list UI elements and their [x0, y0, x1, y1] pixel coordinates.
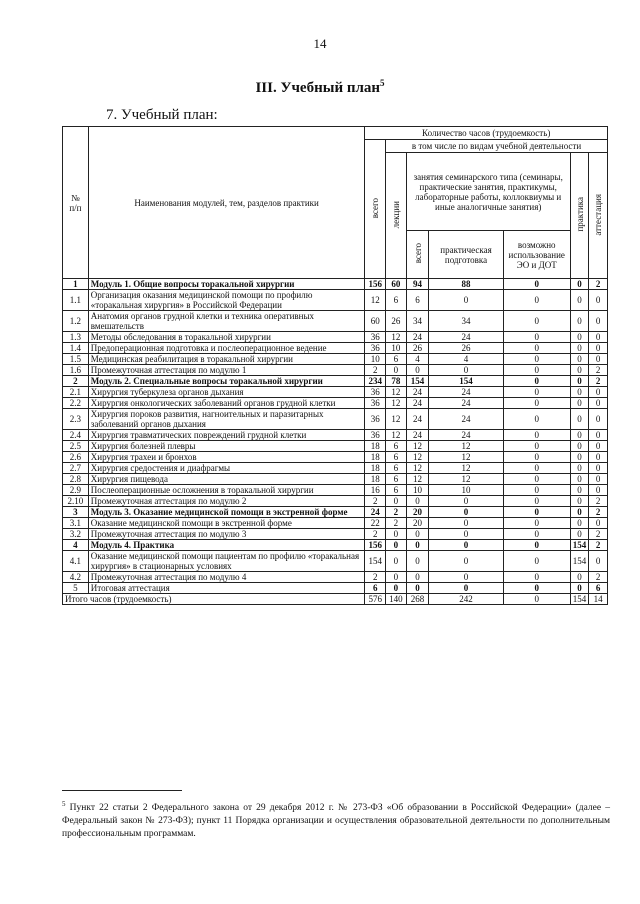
cell-at: 2 — [589, 507, 608, 518]
table-row — [63, 441, 608, 452]
row-number: 2.2 — [63, 398, 89, 409]
cell-pp: 24 — [429, 430, 503, 441]
row-number: 2.8 — [63, 474, 89, 485]
row-number: 2.9 — [63, 485, 89, 496]
row-name: Хирургия пороков развития, нагноительных и паразитарных заболеваний органов дыхания — [88, 409, 365, 430]
cell-eo: 0 — [503, 518, 570, 529]
cell-pr: 0 — [570, 311, 589, 332]
cell-pr: 0 — [570, 290, 589, 311]
cell-lec: 10 — [386, 343, 407, 354]
cell-total: 36 — [365, 332, 386, 343]
cell-sem: 24 — [406, 332, 429, 343]
cell-sem: 6 — [406, 290, 429, 311]
total-cell-pp: 242 — [429, 594, 503, 605]
footnote-mark: 5 — [62, 800, 66, 808]
cell-pp: 24 — [429, 332, 503, 343]
cell-pp: 12 — [429, 474, 503, 485]
cell-lec: 2 — [386, 507, 407, 518]
cell-sem: 154 — [406, 376, 429, 387]
cell-sem: 0 — [406, 540, 429, 551]
row-number: 1.6 — [63, 365, 89, 376]
cell-sem: 12 — [406, 452, 429, 463]
cell-lec: 0 — [386, 365, 407, 376]
row-name: Итоговая аттестация — [88, 583, 365, 594]
table-row — [63, 452, 608, 463]
cell-sem: 24 — [406, 409, 429, 430]
cell-pr: 0 — [570, 430, 589, 441]
cell-total: 36 — [365, 387, 386, 398]
section-title — [0, 78, 640, 97]
row-name: Послеоперационные осложнения в торакальной хирургии — [88, 485, 365, 496]
table-row — [63, 409, 608, 430]
cell-sem: 20 — [406, 507, 429, 518]
header-num: № п/п — [63, 127, 89, 279]
row-name: Промежуточная аттестация по модулю 4 — [88, 572, 365, 583]
table-row — [63, 463, 608, 474]
cell-pr: 0 — [570, 441, 589, 452]
header-lectures-text: лекции — [390, 200, 401, 229]
cell-pr: 0 — [570, 507, 589, 518]
cell-eo: 0 — [503, 463, 570, 474]
header-practice — [570, 153, 589, 279]
cell-total: 36 — [365, 409, 386, 430]
table-body — [63, 279, 608, 605]
table-row — [63, 279, 608, 290]
cell-eo: 0 — [503, 332, 570, 343]
table-row — [63, 354, 608, 365]
cell-total: 24 — [365, 507, 386, 518]
row-number: 3 — [63, 507, 89, 518]
cell-eo: 0 — [503, 507, 570, 518]
cell-total: 2 — [365, 496, 386, 507]
header-sem-total-text: всего — [412, 243, 423, 264]
cell-pp: 0 — [429, 290, 503, 311]
cell-at: 2 — [589, 572, 608, 583]
cell-pr: 0 — [570, 518, 589, 529]
cell-lec: 12 — [386, 398, 407, 409]
row-number: 3.1 — [63, 518, 89, 529]
row-name: Оказание медицинской помощи в экстренной форме — [88, 518, 365, 529]
row-number: 2 — [63, 376, 89, 387]
cell-pp: 154 — [429, 376, 503, 387]
row-number: 1.3 — [63, 332, 89, 343]
cell-sem: 94 — [406, 279, 429, 290]
table-row — [63, 376, 608, 387]
cell-at: 0 — [589, 398, 608, 409]
header-total — [365, 140, 386, 279]
table-row — [63, 540, 608, 551]
cell-eo: 0 — [503, 387, 570, 398]
cell-sem: 0 — [406, 529, 429, 540]
cell-total: 36 — [365, 343, 386, 354]
cell-at: 0 — [589, 311, 608, 332]
header-practice-text: практика — [574, 197, 585, 232]
table-row — [63, 343, 608, 354]
cell-pp: 0 — [429, 572, 503, 583]
cell-sem: 24 — [406, 387, 429, 398]
cell-at: 0 — [589, 290, 608, 311]
cell-eo: 0 — [503, 474, 570, 485]
cell-lec: 0 — [386, 551, 407, 572]
cell-at: 0 — [589, 387, 608, 398]
header-sem-total — [406, 231, 429, 279]
header-hours: Количество часов (трудоемкость) — [365, 127, 608, 140]
row-number: 1 — [63, 279, 89, 290]
row-name: Промежуточная аттестация по модулю 2 — [88, 496, 365, 507]
row-name: Методы обследования в торакальной хирургии — [88, 332, 365, 343]
cell-at: 0 — [589, 485, 608, 496]
cell-pr: 0 — [570, 572, 589, 583]
table-row — [63, 387, 608, 398]
cell-lec: 6 — [386, 485, 407, 496]
cell-lec: 2 — [386, 518, 407, 529]
cell-lec: 6 — [386, 463, 407, 474]
cell-sem: 12 — [406, 441, 429, 452]
row-number: 1.1 — [63, 290, 89, 311]
footnote-ref: 5 — [380, 78, 385, 88]
row-name: Хирургия туберкулеза органов дыхания — [88, 387, 365, 398]
cell-lec: 6 — [386, 452, 407, 463]
cell-pr: 0 — [570, 279, 589, 290]
totals-row — [63, 594, 608, 605]
cell-eo: 0 — [503, 354, 570, 365]
row-number: 2.10 — [63, 496, 89, 507]
cell-lec: 0 — [386, 496, 407, 507]
cell-pp: 24 — [429, 409, 503, 430]
cell-eo: 0 — [503, 540, 570, 551]
row-name: Хирургия болезней плевры — [88, 441, 365, 452]
cell-pp: 0 — [429, 540, 503, 551]
page-number: 14 — [313, 36, 327, 51]
cell-sem: 0 — [406, 551, 429, 572]
header-total-text: всего — [370, 197, 381, 219]
cell-pp: 24 — [429, 398, 503, 409]
cell-lec: 78 — [386, 376, 407, 387]
cell-eo: 0 — [503, 572, 570, 583]
table-row — [63, 507, 608, 518]
row-number: 4.2 — [63, 572, 89, 583]
cell-at: 2 — [589, 376, 608, 387]
cell-eo: 0 — [503, 485, 570, 496]
subtitle: 7. Учебный план: — [106, 107, 218, 123]
cell-at: 0 — [589, 463, 608, 474]
cell-at: 2 — [589, 279, 608, 290]
cell-sem: 4 — [406, 354, 429, 365]
cell-lec: 12 — [386, 409, 407, 430]
cell-sem: 12 — [406, 474, 429, 485]
cell-at: 6 — [589, 583, 608, 594]
footnote-divider — [62, 790, 182, 791]
cell-total: 18 — [365, 452, 386, 463]
row-name: Промежуточная аттестация по модулю 3 — [88, 529, 365, 540]
row-number: 2.6 — [63, 452, 89, 463]
cell-pp: 34 — [429, 311, 503, 332]
cell-total: 234 — [365, 376, 386, 387]
cell-total: 2 — [365, 365, 386, 376]
cell-pr: 0 — [570, 409, 589, 430]
cell-pr: 0 — [570, 354, 589, 365]
header-attest — [589, 153, 608, 279]
cell-eo: 0 — [503, 311, 570, 332]
table-row — [63, 474, 608, 485]
cell-lec: 0 — [386, 572, 407, 583]
cell-lec: 26 — [386, 311, 407, 332]
cell-total: 36 — [365, 398, 386, 409]
cell-sem: 0 — [406, 583, 429, 594]
cell-eo: 0 — [503, 496, 570, 507]
cell-lec: 12 — [386, 387, 407, 398]
cell-pp: 0 — [429, 529, 503, 540]
row-name: Хирургия онкологических заболеваний органов грудной клетки — [88, 398, 365, 409]
cell-at: 2 — [589, 540, 608, 551]
cell-total: 2 — [365, 572, 386, 583]
cell-sem: 0 — [406, 496, 429, 507]
cell-pp: 0 — [429, 496, 503, 507]
cell-total: 2 — [365, 529, 386, 540]
cell-total: 18 — [365, 463, 386, 474]
cell-pr: 0 — [570, 485, 589, 496]
cell-total: 156 — [365, 279, 386, 290]
table-row — [63, 551, 608, 572]
row-name: Промежуточная аттестация по модулю 1 — [88, 365, 365, 376]
cell-sem: 10 — [406, 485, 429, 496]
cell-at: 0 — [589, 354, 608, 365]
cell-pr: 0 — [570, 365, 589, 376]
header-seminar: занятия семинарского типа (семинары, практические занятия, практикумы, лабораторные работы, коллоквиумы и иные аналогичные занятия) — [406, 153, 570, 231]
cell-eo: 0 — [503, 583, 570, 594]
row-name: Анатомия органов грудной клетки и техника оперативных вмешательств — [88, 311, 365, 332]
cell-pp: 0 — [429, 518, 503, 529]
cell-total: 18 — [365, 441, 386, 452]
row-number: 5 — [63, 583, 89, 594]
row-number: 1.4 — [63, 343, 89, 354]
cell-lec: 6 — [386, 290, 407, 311]
cell-lec: 6 — [386, 441, 407, 452]
cell-eo: 0 — [503, 409, 570, 430]
cell-eo: 0 — [503, 430, 570, 441]
cell-pr: 0 — [570, 463, 589, 474]
cell-at: 0 — [589, 441, 608, 452]
row-number: 3.2 — [63, 529, 89, 540]
total-cell-at: 14 — [589, 594, 608, 605]
row-name: Хирургия трахеи и бронхов — [88, 452, 365, 463]
header-practical: практическая подготовка — [429, 231, 503, 279]
cell-total: 6 — [365, 583, 386, 594]
cell-sem: 0 — [406, 572, 429, 583]
cell-pp: 12 — [429, 452, 503, 463]
cell-eo: 0 — [503, 529, 570, 540]
cell-pr: 0 — [570, 474, 589, 485]
cell-lec: 0 — [386, 529, 407, 540]
cell-total: 60 — [365, 311, 386, 332]
row-name: Предоперационная подготовка и послеоперационное ведение — [88, 343, 365, 354]
header-attest-text: аттестация — [593, 193, 604, 236]
row-number: 2.4 — [63, 430, 89, 441]
cell-lec: 6 — [386, 474, 407, 485]
cell-at: 0 — [589, 474, 608, 485]
header-lectures — [386, 153, 407, 279]
total-cell-total: 576 — [365, 594, 386, 605]
table-row — [63, 430, 608, 441]
cell-at: 0 — [589, 452, 608, 463]
row-number: 2.1 — [63, 387, 89, 398]
row-number: 4.1 — [63, 551, 89, 572]
cell-pr: 0 — [570, 529, 589, 540]
cell-eo: 0 — [503, 441, 570, 452]
cell-at: 0 — [589, 343, 608, 354]
cell-total: 16 — [365, 485, 386, 496]
row-name: Модуль 3. Оказание медицинской помощи в экстренной форме — [88, 507, 365, 518]
table-row — [63, 290, 608, 311]
totals-label: Итого часов (трудоемкость) — [63, 594, 365, 605]
cell-at: 0 — [589, 518, 608, 529]
cell-pp: 26 — [429, 343, 503, 354]
row-number: 2.5 — [63, 441, 89, 452]
cell-sem: 0 — [406, 365, 429, 376]
table-row — [63, 398, 608, 409]
cell-total: 22 — [365, 518, 386, 529]
cell-eo: 0 — [503, 365, 570, 376]
row-name: Хирургия пищевода — [88, 474, 365, 485]
cell-pr: 0 — [570, 452, 589, 463]
cell-eo: 0 — [503, 279, 570, 290]
cell-eo: 0 — [503, 290, 570, 311]
cell-sem: 12 — [406, 463, 429, 474]
cell-pr: 0 — [570, 376, 589, 387]
cell-lec: 12 — [386, 430, 407, 441]
cell-at: 0 — [589, 409, 608, 430]
cell-pr: 154 — [570, 540, 589, 551]
cell-pp: 12 — [429, 441, 503, 452]
cell-total: 18 — [365, 474, 386, 485]
section-title-text: III. Учебный план — [255, 80, 381, 96]
cell-pp: 0 — [429, 507, 503, 518]
cell-sem: 24 — [406, 430, 429, 441]
row-name: Модуль 4. Практика — [88, 540, 365, 551]
cell-total: 154 — [365, 551, 386, 572]
cell-eo: 0 — [503, 452, 570, 463]
cell-eo: 0 — [503, 551, 570, 572]
cell-pr: 0 — [570, 332, 589, 343]
cell-lec: 6 — [386, 354, 407, 365]
cell-pp: 12 — [429, 463, 503, 474]
cell-pr: 0 — [570, 343, 589, 354]
cell-eo: 0 — [503, 376, 570, 387]
row-name: Модуль 1. Общие вопросы торакальной хирургии — [88, 279, 365, 290]
cell-sem: 20 — [406, 518, 429, 529]
cell-sem: 34 — [406, 311, 429, 332]
row-name: Медицинская реабилитация в торакальной хирургии — [88, 354, 365, 365]
footnote — [62, 798, 610, 841]
cell-at: 0 — [589, 430, 608, 441]
table-row — [63, 365, 608, 376]
cell-total: 156 — [365, 540, 386, 551]
cell-pp: 0 — [429, 583, 503, 594]
cell-total: 12 — [365, 290, 386, 311]
table-row — [63, 485, 608, 496]
cell-lec: 60 — [386, 279, 407, 290]
total-cell-pr: 154 — [570, 594, 589, 605]
header-in-total: в том числе по видам учебной деятельности — [386, 140, 608, 153]
row-number: 2.3 — [63, 409, 89, 430]
cell-pp: 24 — [429, 387, 503, 398]
cell-lec: 0 — [386, 583, 407, 594]
cell-lec: 0 — [386, 540, 407, 551]
row-number: 4 — [63, 540, 89, 551]
row-number: 1.5 — [63, 354, 89, 365]
table-row — [63, 583, 608, 594]
cell-at: 2 — [589, 496, 608, 507]
table-row — [63, 572, 608, 583]
row-name: Хирургия травматических повреждений грудной клетки — [88, 430, 365, 441]
cell-eo: 0 — [503, 398, 570, 409]
row-name: Модуль 2. Специальные вопросы торакальной хирургии — [88, 376, 365, 387]
cell-eo: 0 — [503, 343, 570, 354]
row-name: Организация оказания медицинской помощи по профилю «торакальная хирургия» в Российской Федерации — [88, 290, 365, 311]
cell-pr: 0 — [570, 496, 589, 507]
footnote-text: Пункт 22 статьи 2 Федерального закона от 29 декабря 2012 г. № 273-ФЗ «Об образовании в Российской Федерации» (далее – Федеральный закон № 273-ФЗ); пункт 11 Порядка организации и осуществления образовательной деятельности по дополнительным профессиональным программам. — [62, 803, 610, 840]
total-cell-lec: 140 — [386, 594, 407, 605]
table-row — [63, 332, 608, 343]
curriculum-table — [62, 126, 608, 605]
cell-pp: 4 — [429, 354, 503, 365]
cell-pr: 0 — [570, 387, 589, 398]
cell-at: 2 — [589, 529, 608, 540]
table-row — [63, 311, 608, 332]
cell-pp: 88 — [429, 279, 503, 290]
cell-total: 10 — [365, 354, 386, 365]
row-number: 1.2 — [63, 311, 89, 332]
cell-pp: 0 — [429, 365, 503, 376]
table-row — [63, 496, 608, 507]
cell-pr: 0 — [570, 583, 589, 594]
cell-lec: 12 — [386, 332, 407, 343]
cell-sem: 26 — [406, 343, 429, 354]
table-row — [63, 518, 608, 529]
row-name: Хирургия средостения и диафрагмы — [88, 463, 365, 474]
row-name: Оказание медицинской помощи пациентам по профилю «торакальная хирургия» в стационарных условиях — [88, 551, 365, 572]
cell-at: 0 — [589, 551, 608, 572]
total-cell-sem: 268 — [406, 594, 429, 605]
total-cell-eo: 0 — [503, 594, 570, 605]
header-eo-dot: возможно использование ЭО и ДОТ — [503, 231, 570, 279]
cell-pp: 10 — [429, 485, 503, 496]
cell-pp: 0 — [429, 551, 503, 572]
cell-pr: 0 — [570, 398, 589, 409]
cell-pr: 154 — [570, 551, 589, 572]
header-name: Наименования модулей, тем, разделов практики — [88, 127, 365, 279]
cell-at: 0 — [589, 332, 608, 343]
cell-total: 36 — [365, 430, 386, 441]
table-row — [63, 529, 608, 540]
cell-sem: 24 — [406, 398, 429, 409]
row-number: 2.7 — [63, 463, 89, 474]
cell-at: 2 — [589, 365, 608, 376]
